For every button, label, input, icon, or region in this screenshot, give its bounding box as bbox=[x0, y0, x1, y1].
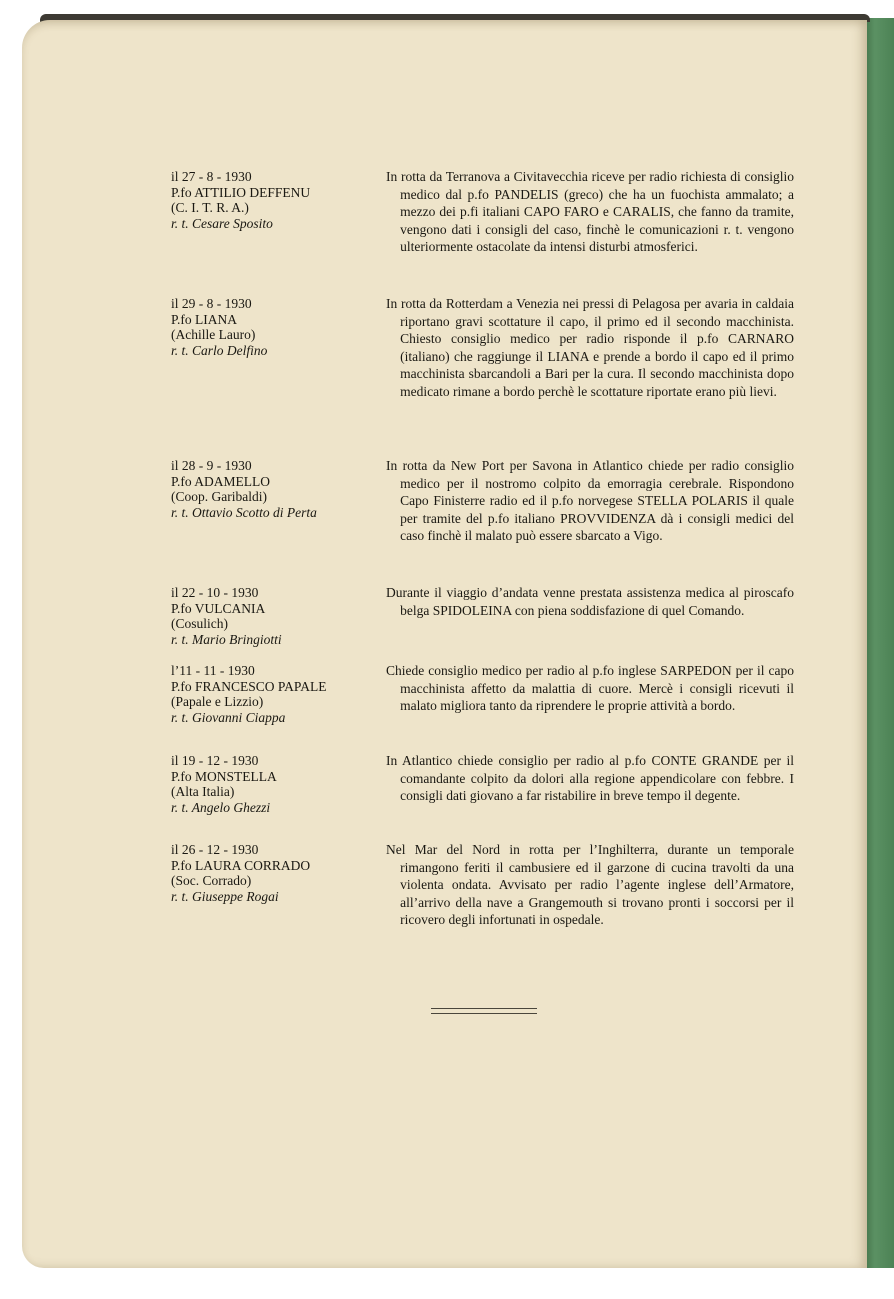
entry-operator: r. t. Cesare Sposito bbox=[171, 215, 273, 231]
entry-owner: (Alta Italia) bbox=[171, 784, 235, 799]
entry-ship: P.fo MONSTELLA bbox=[171, 768, 277, 784]
entry-text: Nel Mar del Nord in rotta per l’Inghilterra, durante un temporale rimangono feriti il cambusiere ed il garzone di cucina travolti da una violenta ondata. Avvisato per radio l’agente inglese dell’Armatore, all’arrivo della nave a Grangemouth si trovano pronti i soccorsi per il ricovero degli infortunati in ospedale. bbox=[386, 842, 794, 928]
entry-operator: r. t. Angelo Ghezzi bbox=[171, 799, 271, 815]
entry-ship: P.fo ATTILIO DEFFENU bbox=[171, 184, 311, 200]
entry-ship: P.fo LAURA CORRADO bbox=[171, 857, 311, 873]
entry-text: In rotta da New Port per Savona in Atlantico chiede per radio consiglio medico per il nostromo colpito da emorragia cerebrale. Rispondono Capo Finisterre radio ed il p.fo norvegese STELLA POLARIS il quale per tramite del p.fo italiano PROVVIDENZA dà i consigli medici del caso finchè il malato può essere sbarcato a Vigo. bbox=[386, 458, 794, 544]
entry-operator: r. t. Carlo Delfino bbox=[171, 342, 268, 358]
entry-owner: (Cosulich) bbox=[171, 616, 228, 631]
entry-operator: r. t. Mario Bringiotti bbox=[171, 631, 282, 647]
entry-owner: (C. I. T. R. A.) bbox=[171, 200, 249, 215]
entry-date: il 19 - 12 - 1930 bbox=[171, 753, 259, 768]
entry-date: il 28 - 9 - 1930 bbox=[171, 458, 252, 473]
entry-owner: (Achille Lauro) bbox=[171, 327, 256, 342]
entry-owner: (Coop. Garibaldi) bbox=[171, 489, 267, 504]
entry-text: In rotta da Rotterdam a Venezia nei pressi di Pelagosa per avaria in caldaia riportano gravi scottature il capo, il primo ed il secondo macchinista. Chiesto consiglio medico per radio risponde il p.fo CARNARO (italiano) che raggiunge il LIANA e prende a bordo il capo ed il primo macchinista sbarcandoli a Bari per la cura. Il secondo macchinista dopo medicato rimane a bordo perchè le scottature riportate erano più lievi. bbox=[386, 296, 794, 399]
entry-ship: P.fo ADAMELLO bbox=[171, 473, 271, 489]
entry-meta bbox=[171, 842, 376, 904]
entry-text: Durante il viaggio d’andata venne prestata assistenza medica al piroscafo belga SPIDOLEINA con piena soddisfazione di quel Comando. bbox=[386, 585, 794, 618]
entry-meta bbox=[171, 753, 376, 815]
closing-double-rule bbox=[431, 1008, 537, 1014]
entry-ship: P.fo VULCANIA bbox=[171, 600, 266, 616]
entry-date: l’11 - 11 - 1930 bbox=[171, 663, 255, 678]
entry-meta bbox=[171, 169, 376, 231]
entry-date: il 27 - 8 - 1930 bbox=[171, 169, 252, 184]
entry-text: In Atlantico chiede consiglio per radio al p.fo CONTE GRANDE per il comandante colpito da dolori alla regione appendicolare con febbre. I consigli dati giovano a far ristabilire in breve tempo il degente. bbox=[386, 753, 794, 804]
entry-date: il 26 - 12 - 1930 bbox=[171, 842, 259, 857]
entry-date: il 29 - 8 - 1930 bbox=[171, 296, 252, 311]
entry-meta bbox=[171, 296, 376, 358]
entry-operator: r. t. Giovanni Ciappa bbox=[171, 709, 286, 725]
entry-operator: r. t. Ottavio Scotto di Perta bbox=[171, 504, 317, 520]
entry-ship: P.fo FRANCESCO PAPALE bbox=[171, 678, 327, 694]
entry-date: il 22 - 10 - 1930 bbox=[171, 585, 259, 600]
entry-owner: (Papale e Lizzio) bbox=[171, 694, 264, 709]
entry-text: In rotta da Terranova a Civitavecchia riceve per radio richiesta di consiglio medico dal p.fo PANDELIS (greco) che ha un fuochista ammalato; a mezzo dei p.fi italiani CAPO FARO e CARALIS, che fanno da tramite, vengono dati i consigli del caso, finchè le comunicazioni r. t. vengono ulteriormente ostacolate da intensi disturbi atmosferici. bbox=[386, 169, 794, 255]
entry-meta bbox=[171, 663, 376, 725]
entry-ship: P.fo LIANA bbox=[171, 311, 237, 327]
entry-meta bbox=[171, 458, 376, 520]
entry-operator: r. t. Giuseppe Rogai bbox=[171, 888, 279, 904]
entry-owner: (Soc. Corrado) bbox=[171, 873, 252, 888]
entry-text: Chiede consiglio medico per radio al p.fo inglese SARPEDON per il capo macchinista affetto da malattia di cuore. Mercè i consigli ricevuti il malato migliora tanto da riprendere le proprie attività a bordo. bbox=[386, 663, 794, 714]
entry-meta bbox=[171, 585, 376, 647]
